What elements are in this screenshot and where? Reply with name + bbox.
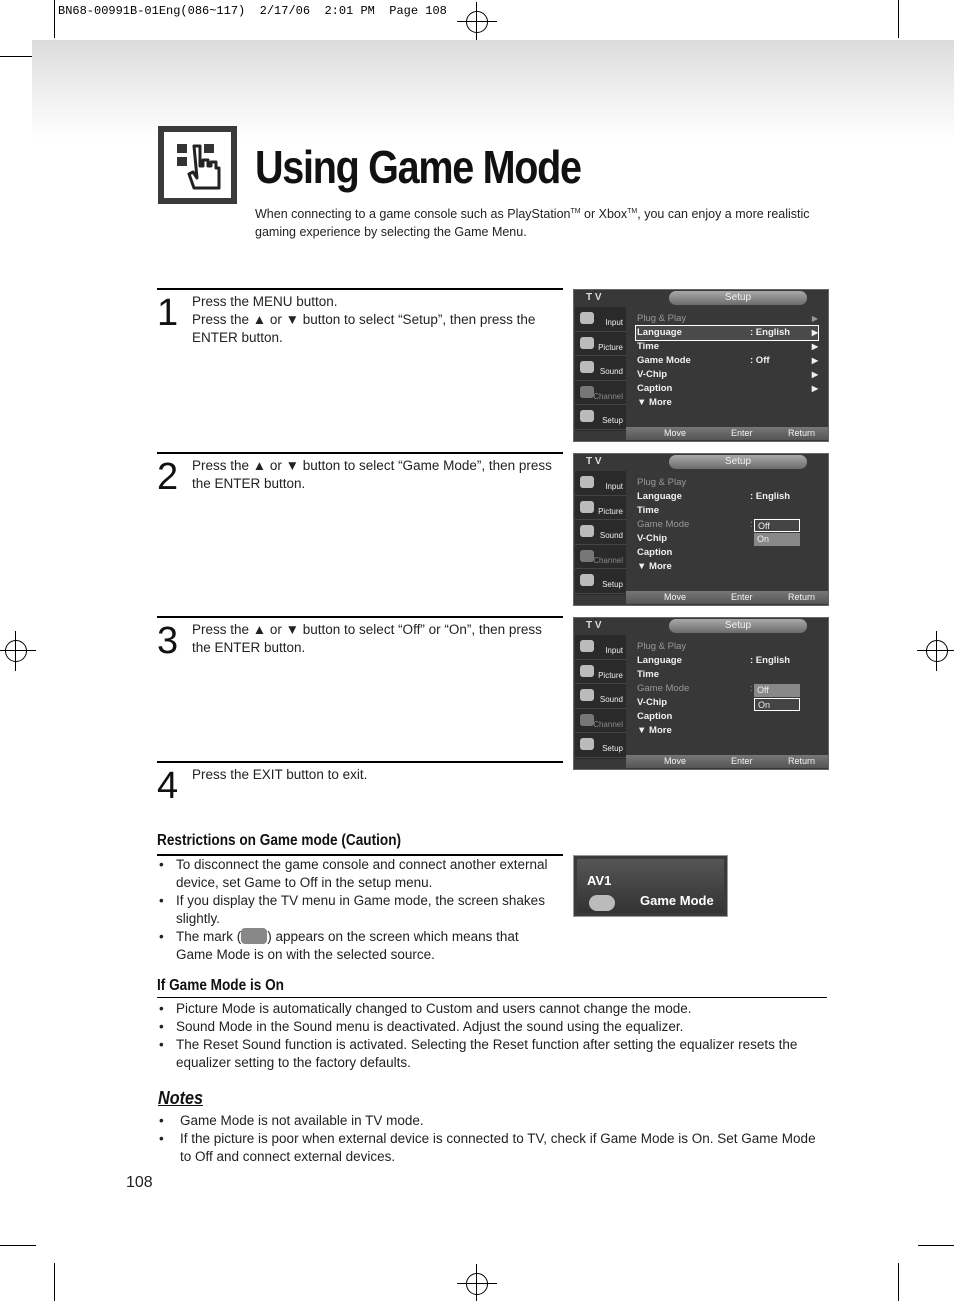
game-mode-indicator — [573, 855, 728, 917]
osd-sidebar-item-setup: Setup — [575, 569, 626, 594]
osd-header: Setup — [669, 455, 807, 469]
osd-menu-item-game-mode: Game Mode : — [637, 519, 753, 530]
step-text: Press the ▲ or ▼ button to select “Off” or “On”, then press the ENTER button. — [192, 622, 542, 655]
osd-footer-enter: Enter — [731, 428, 753, 438]
osd-footer — [626, 591, 828, 604]
step-4 — [157, 761, 563, 807]
crop-mark — [0, 1245, 36, 1246]
step-text: Press the MENU button. Press the ▲ or ▼ button to select “Setup”, then press the ENTER button. — [192, 294, 536, 345]
osd-menu-item-plug-play: Plug & Play — [637, 641, 687, 652]
step-number: 1 — [157, 292, 179, 334]
list-item: • Picture Mode is automatically changed to Custom and users cannot change the mode. — [157, 1000, 827, 1018]
osd-menu-item-time: Time — [637, 505, 660, 516]
game-on-rule — [157, 997, 827, 998]
osd-menu-item-time: Time ▶ — [637, 341, 818, 352]
osd-footer-move: Move — [664, 592, 687, 602]
setup-icon — [580, 574, 594, 586]
registration-mark-icon — [917, 631, 954, 671]
crop-mark — [54, 1263, 55, 1301]
game-mode-label: Game Mode — [640, 893, 714, 908]
osd-menu-list — [636, 312, 818, 410]
osd-menu-item-game-mode: Game Mode : Off ▶ — [637, 355, 818, 366]
osd-option-off: Off — [754, 519, 800, 532]
osd-sidebar-item-channel: Channel — [575, 381, 626, 406]
intro-text: When connecting to a game console such as PlayStation™ or Xbox™, you can enjoy a more realistic gaming experience by selecting the Game Menu. — [255, 207, 810, 240]
osd-header: Setup — [669, 291, 807, 305]
gamepad-icon — [241, 928, 267, 944]
page-number: 108 — [126, 1174, 153, 1191]
osd-sidebar-item-sound: Sound — [575, 684, 626, 709]
page-title: Using Game Mode — [255, 141, 581, 193]
step-number: 3 — [157, 620, 179, 662]
notes-heading: Notes — [158, 1088, 204, 1108]
channel-icon — [580, 714, 594, 726]
osd-menu-item-v-chip: V-Chip — [637, 533, 668, 544]
osd-menu-item-caption: Caption — [637, 711, 673, 722]
osd-tv-label: T V — [586, 292, 602, 303]
step-number: 2 — [157, 456, 179, 498]
osd-footer — [626, 755, 828, 768]
osd-option-on: On — [754, 533, 800, 546]
list-item: • To disconnect the game console and connect another external device, set Game to Off in the setup menu. — [157, 856, 557, 892]
list-item: • Game Mode is not available in TV mode. — [157, 1112, 827, 1130]
osd-sidebar-item-setup: Setup — [575, 733, 626, 758]
osd-sidebar-item-channel: Channel — [575, 709, 626, 734]
osd-sidebar — [575, 307, 626, 431]
osd-header: Setup — [669, 619, 807, 633]
list-item: • The Reset Sound function is activated. Selecting the Reset function after setting the equalizer resets the equalizer setting to the factory defaults. — [157, 1036, 827, 1072]
list-item: • Sound Mode in the Sound menu is deactivated. Adjust the sound using the equalizer. — [157, 1018, 827, 1036]
sound-icon — [580, 361, 594, 373]
setup-icon — [580, 738, 594, 750]
osd-sidebar-item-picture: Picture — [575, 496, 626, 521]
crop-mark — [54, 0, 55, 38]
osd-menu-item-plug-play: Plug & Play — [637, 477, 687, 488]
osd-game-mode-select-screen — [573, 617, 829, 770]
osd-menu-item-time: Time — [637, 669, 660, 680]
osd-footer — [626, 427, 828, 440]
notes-list — [157, 1112, 827, 1166]
step-number: 4 — [157, 765, 179, 807]
step-2 — [157, 452, 563, 498]
sound-icon — [580, 689, 594, 701]
osd-setup-menu-screen — [573, 289, 829, 442]
osd-sidebar-item-sound: Sound — [575, 520, 626, 545]
osd-tv-label: T V — [586, 620, 602, 631]
registration-mark-icon — [457, 2, 497, 42]
step-text: Press the ▲ or ▼ button to select “Game Mode”, then press the ENTER button. — [192, 458, 552, 491]
list-item: • If you display the TV menu in Game mode, the screen shakes slightly. — [157, 892, 557, 928]
step-3 — [157, 616, 563, 662]
osd-tv-label: T V — [586, 456, 602, 467]
osd-sidebar-item-channel: Channel — [575, 545, 626, 570]
picture-icon — [580, 337, 594, 349]
crop-mark — [898, 1263, 899, 1301]
hand-pointer-icon — [158, 126, 237, 204]
channel-icon — [580, 550, 594, 562]
osd-sidebar — [575, 635, 626, 759]
channel-icon — [580, 386, 594, 398]
picture-icon — [580, 501, 594, 513]
step-1 — [157, 288, 563, 345]
osd-footer-move: Move — [664, 756, 687, 766]
osd-sidebar-item-input: Input — [575, 635, 626, 660]
osd-menu-item-language: Language : English ▶ — [637, 327, 818, 338]
osd-sidebar-item-picture: Picture — [575, 660, 626, 685]
restrictions-list — [157, 856, 557, 964]
restrictions-heading: Restrictions on Game mode (Caution) — [157, 832, 402, 849]
osd-sidebar — [575, 471, 626, 595]
crop-mark — [918, 1245, 954, 1246]
osd-menu-item-caption: Caption — [637, 547, 673, 558]
input-icon — [580, 312, 594, 324]
crop-mark — [0, 56, 36, 57]
header-banner — [32, 40, 954, 140]
osd-menu-item-v-chip: V-Chip — [637, 697, 668, 708]
osd-sidebar-item-setup: Setup — [575, 405, 626, 430]
input-icon — [580, 640, 594, 652]
crop-mark — [898, 0, 899, 38]
osd-menu-item-caption: Caption ▶ — [637, 383, 818, 394]
step-text: Press the EXIT button to exit. — [192, 767, 368, 782]
source-label: AV1 — [587, 873, 612, 888]
game-on-heading: If Game Mode is On — [157, 977, 284, 994]
registration-mark-icon — [457, 1264, 497, 1301]
osd-menu-item-language: Language : English — [637, 655, 791, 666]
osd-footer-move: Move — [664, 428, 687, 438]
osd-option-on: On — [754, 698, 800, 711]
osd-menu-item-v-chip: V-Chip ▶ — [637, 369, 818, 380]
registration-mark-icon — [0, 631, 36, 671]
osd-menu-item-more: ▼ More — [637, 561, 672, 572]
osd-game-mode-open-screen — [573, 453, 829, 606]
osd-menu-item-more: ▼ More — [637, 725, 672, 736]
sound-icon — [580, 525, 594, 537]
setup-icon — [580, 410, 594, 422]
osd-sidebar-item-input: Input — [575, 471, 626, 496]
osd-footer-return: Return — [788, 428, 816, 438]
osd-footer-return: Return — [788, 756, 816, 766]
osd-footer-return: Return — [788, 592, 816, 602]
osd-sidebar-item-picture: Picture — [575, 332, 626, 357]
osd-option-off: Off — [754, 684, 800, 697]
osd-footer-enter: Enter — [731, 592, 753, 602]
print-slug: BN68-00991B-01Eng(086~117) 2/17/06 2:01 PM Page 108 — [58, 4, 447, 18]
osd-menu-item-more: ▼ More — [637, 397, 672, 408]
list-item: • The mark ( ) appears on the screen which means that Game Mode is on with the selected source. — [157, 928, 557, 964]
picture-icon — [580, 665, 594, 677]
osd-menu-item-game-mode: Game Mode : — [637, 683, 753, 694]
game-on-list — [157, 1000, 827, 1072]
osd-menu-item-language: Language : English — [637, 491, 791, 502]
osd-footer-enter: Enter — [731, 756, 753, 766]
osd-sidebar-item-sound: Sound — [575, 356, 626, 381]
list-item: • If the picture is poor when external device is connected to TV, check if Game Mode is On. Set Game Mode to Off and connect external devices. — [157, 1130, 827, 1166]
osd-sidebar-item-input: Input — [575, 307, 626, 332]
osd-menu-item-plug-play: Plug & Play ▶ — [637, 313, 818, 324]
input-icon — [580, 476, 594, 488]
gamepad-icon — [589, 895, 615, 911]
